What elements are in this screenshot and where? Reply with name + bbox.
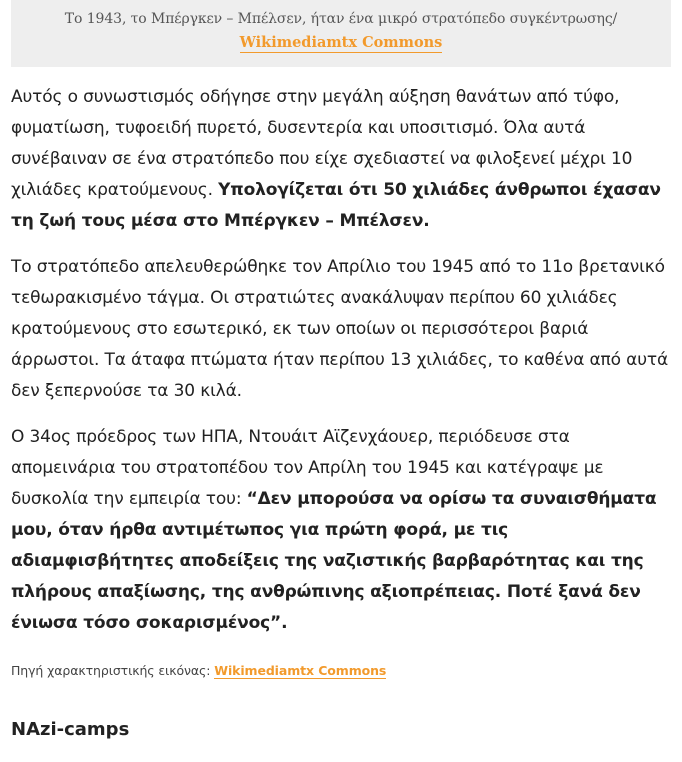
tag-heading[interactable]: NAzi-camps xyxy=(11,719,130,740)
image-source-prefix: Πηγή χαρακτηριστικής εικόνας: xyxy=(11,663,215,678)
image-source-line xyxy=(11,660,386,682)
paragraph-2-text: Το στρατόπεδο απελευθερώθηκε τον Απρίλιο του 1945 από το 11ο βρετανικό τεθωρακισμένο τάγμα. Οι στρατιώτες ανακάλυψαν περίπου 60 χιλιάδες κρατούμενους στο εσωτερικό, εκ των οποίων οι περισσότεροι βαριά άρρωστοι. Τα άταφα πτώματα ήταν περίπου 13 χιλιάδες, το καθένα από αυτά δεν ξεπερνούσε τα 30 κιλά. xyxy=(11,257,669,401)
paragraph-3 xyxy=(11,422,676,639)
eisenhower-quote: “Δεν μπορούσα να ορίσω τα συναισθήματα μου, όταν ήρθα αντιμέτωπος για πρώτη φορά, με τις αδιαμφισβήτητες αποδείξεις της ναζιστικής βαρβαρότητας και της πλήρους απαξίωσης, της ανθρώπινης αξιοπρέπειας. Ποτέ ξανά δεν ένιωσα τόσο σοκαρισμένος”. xyxy=(11,489,657,633)
caption-text: Το 1943, το Μπέργκεν – Μπέλσεν, ήταν ένα μικρό στρατόπεδο συγκέντρωσης/ xyxy=(64,11,618,27)
paragraph-1-text: Αυτός ο συνωστισμός οδήγησε στην μεγάλη αύξηση θανάτων από τύφο, φυματίωση, τυφοειδή πυρετό, δυσεντερία και υποσιτισμό. Όλα αυτά συνέβαιναν σε ένα στρατόπεδο που είχε σχεδιαστεί να φιλοξενεί μέχρι 10 χιλιάδες κρατούμενους. xyxy=(11,87,633,200)
article-body xyxy=(11,82,676,654)
paragraph-1 xyxy=(11,82,676,237)
paragraph-1-bold: Υπολογίζεται ότι 50 χιλιάδες άνθρωποι έχασαν τη ζωή τους μέσα στο Μπέργκεν – Μπέλσεν. xyxy=(11,180,661,231)
paragraph-2 xyxy=(11,252,676,407)
caption-source-link[interactable]: Wikimediamtx Commons xyxy=(239,34,443,51)
image-caption xyxy=(11,0,671,67)
image-source-link[interactable]: Wikimediamtx Commons xyxy=(214,663,387,678)
paragraph-3-text: Ο 34ος πρόεδρος των ΗΠΑ, Ντουάιτ Αϊζενχάουερ, περιόδευσε στα απομεινάρια του στρατοπέδου τον Απρίλη του 1945 και κατέγραψε με δυσκολία την εμπειρία του: xyxy=(11,427,604,509)
